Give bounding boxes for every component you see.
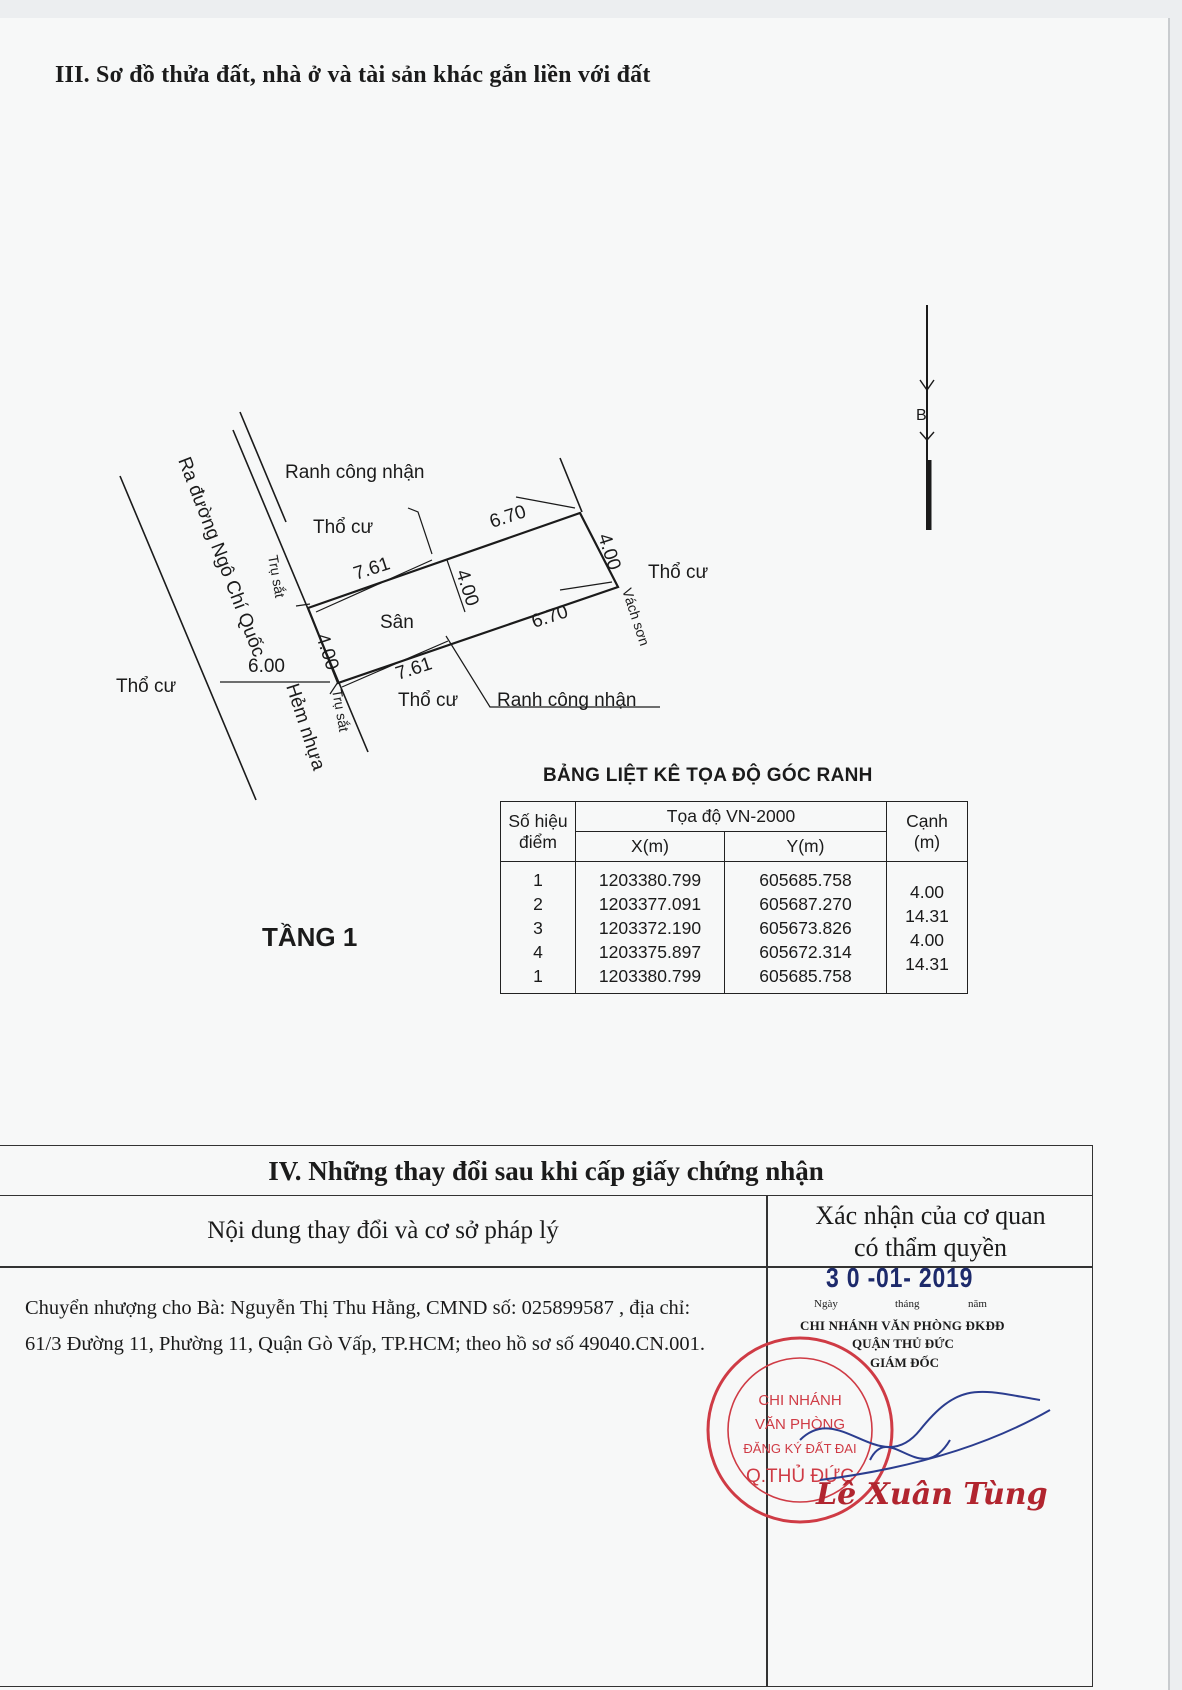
header-point-id: Số hiệu điểm (501, 802, 576, 862)
coord-table-title: BẢNG LIỆT KÊ TỌA ĐỘ GÓC RANH (543, 765, 873, 786)
steel-post-top: Trụ sắt (265, 553, 289, 599)
x-column: 1203380.799 1203377.091 1203372.190 1203375.897 1203380.799 (576, 862, 725, 994)
left-neighbor: Thổ cư (116, 676, 177, 697)
change-entry (25, 1290, 775, 1362)
date-day-label: Ngày (814, 1298, 838, 1310)
bottom-neighbor: Thổ cư (398, 690, 459, 711)
svg-text:CHI NHÁNH: CHI NHÁNH (758, 1392, 842, 1409)
top-neighbor-boundary (240, 412, 286, 522)
dim-bottom-left: 7.61 (393, 653, 435, 685)
dim-top-left: 7.61 (351, 553, 393, 585)
header-edge: Cạnh (m) (887, 802, 968, 862)
change-line-1: Chuyển nhượng cho Bà: Nguyễn Thị Thu Hằng, CMND số: 025899587 , địa chỉ: (25, 1297, 691, 1319)
date-month-label: tháng (895, 1298, 920, 1310)
ranh-pointer-top (408, 508, 432, 554)
dim-line-bottom-right (560, 582, 612, 590)
point-id-column: 1 2 3 4 1 (501, 862, 576, 994)
steel-post-bottom: Trụ sắt (329, 687, 353, 733)
dim-bottom-right: 6.70 (529, 601, 571, 633)
yard-label: Sân (380, 612, 414, 633)
recognized-boundary-top: Ranh công nhận (285, 462, 425, 483)
dim-right-end: 4.00 (593, 531, 625, 573)
north-label: B (916, 407, 927, 424)
org-line-1: CHI NHÁNH VĂN PHÒNG ĐKĐĐ (800, 1318, 1005, 1333)
svg-text:ĐĂNG KÝ ĐẤT ĐAI: ĐĂNG KÝ ĐẤT ĐAI (743, 1441, 857, 1456)
dim-top-right: 6.70 (487, 501, 529, 533)
change-line-2: 61/3 Đường 11, Phường 11, Quận Gò Vấp, TP.HCM; theo hồ sơ số 49040.CN.001. (25, 1333, 706, 1355)
header-change-content: Nội dung thay đổi và cơ sở pháp lý (207, 1217, 559, 1244)
floor-label: TẦNG 1 (262, 922, 358, 952)
painted-wall-label: Vách sơn (619, 585, 653, 648)
right-boundary-ext (560, 458, 582, 512)
section4-title: IV. Những thay đổi sau khi cấp giấy chứng nhận (0, 1146, 1092, 1196)
svg-text:Q.THỦ ĐỨC: Q.THỦ ĐỨC (745, 1466, 855, 1487)
header-x: X(m) (576, 832, 725, 862)
confirmation-date: 3 0 -01- 2019 (826, 1262, 974, 1293)
road-label: Ra đường Ngô Chí Quốc (173, 454, 269, 660)
section3-title: III. Sơ đồ thửa đất, nhà ở và tài sản khác gắn liền với đất (55, 62, 651, 88)
road-edge-left (120, 476, 256, 800)
signer-name: Lê Xuân Tùng (816, 1477, 1048, 1512)
alley-width: 6.00 (248, 656, 285, 677)
org-line-2: QUẬN THỦ ĐỨC (852, 1336, 954, 1351)
header-system: Tọa độ VN-2000 (576, 802, 887, 832)
y-column: 605685.758 605687.270 605673.826 605672.314 605685.758 (725, 862, 887, 994)
header-y: Y(m) (725, 832, 887, 862)
edge-column: 4.00 14.31 4.00 14.31 (887, 862, 968, 994)
dim-line-top-right (516, 497, 575, 508)
org-line-3: GIÁM ĐỐC (870, 1355, 939, 1370)
header-authority-confirm: Xác nhận của cơ quan có thẩm quyền (815, 1201, 1046, 1262)
top-neighbor: Thổ cư (313, 517, 374, 538)
alley-label: Hẻm nhựa (281, 681, 329, 773)
right-neighbor: Thổ cư (648, 562, 709, 583)
svg-text:VĂN PHÒNG: VĂN PHÒNG (754, 1416, 846, 1433)
recognized-boundary-bottom: Ranh công nhận (497, 690, 637, 711)
coordinate-table (500, 801, 968, 994)
dim-left-end: 4.00 (311, 631, 343, 673)
date-year-label: năm (968, 1298, 987, 1310)
dim-middle: 4.00 (451, 567, 483, 609)
